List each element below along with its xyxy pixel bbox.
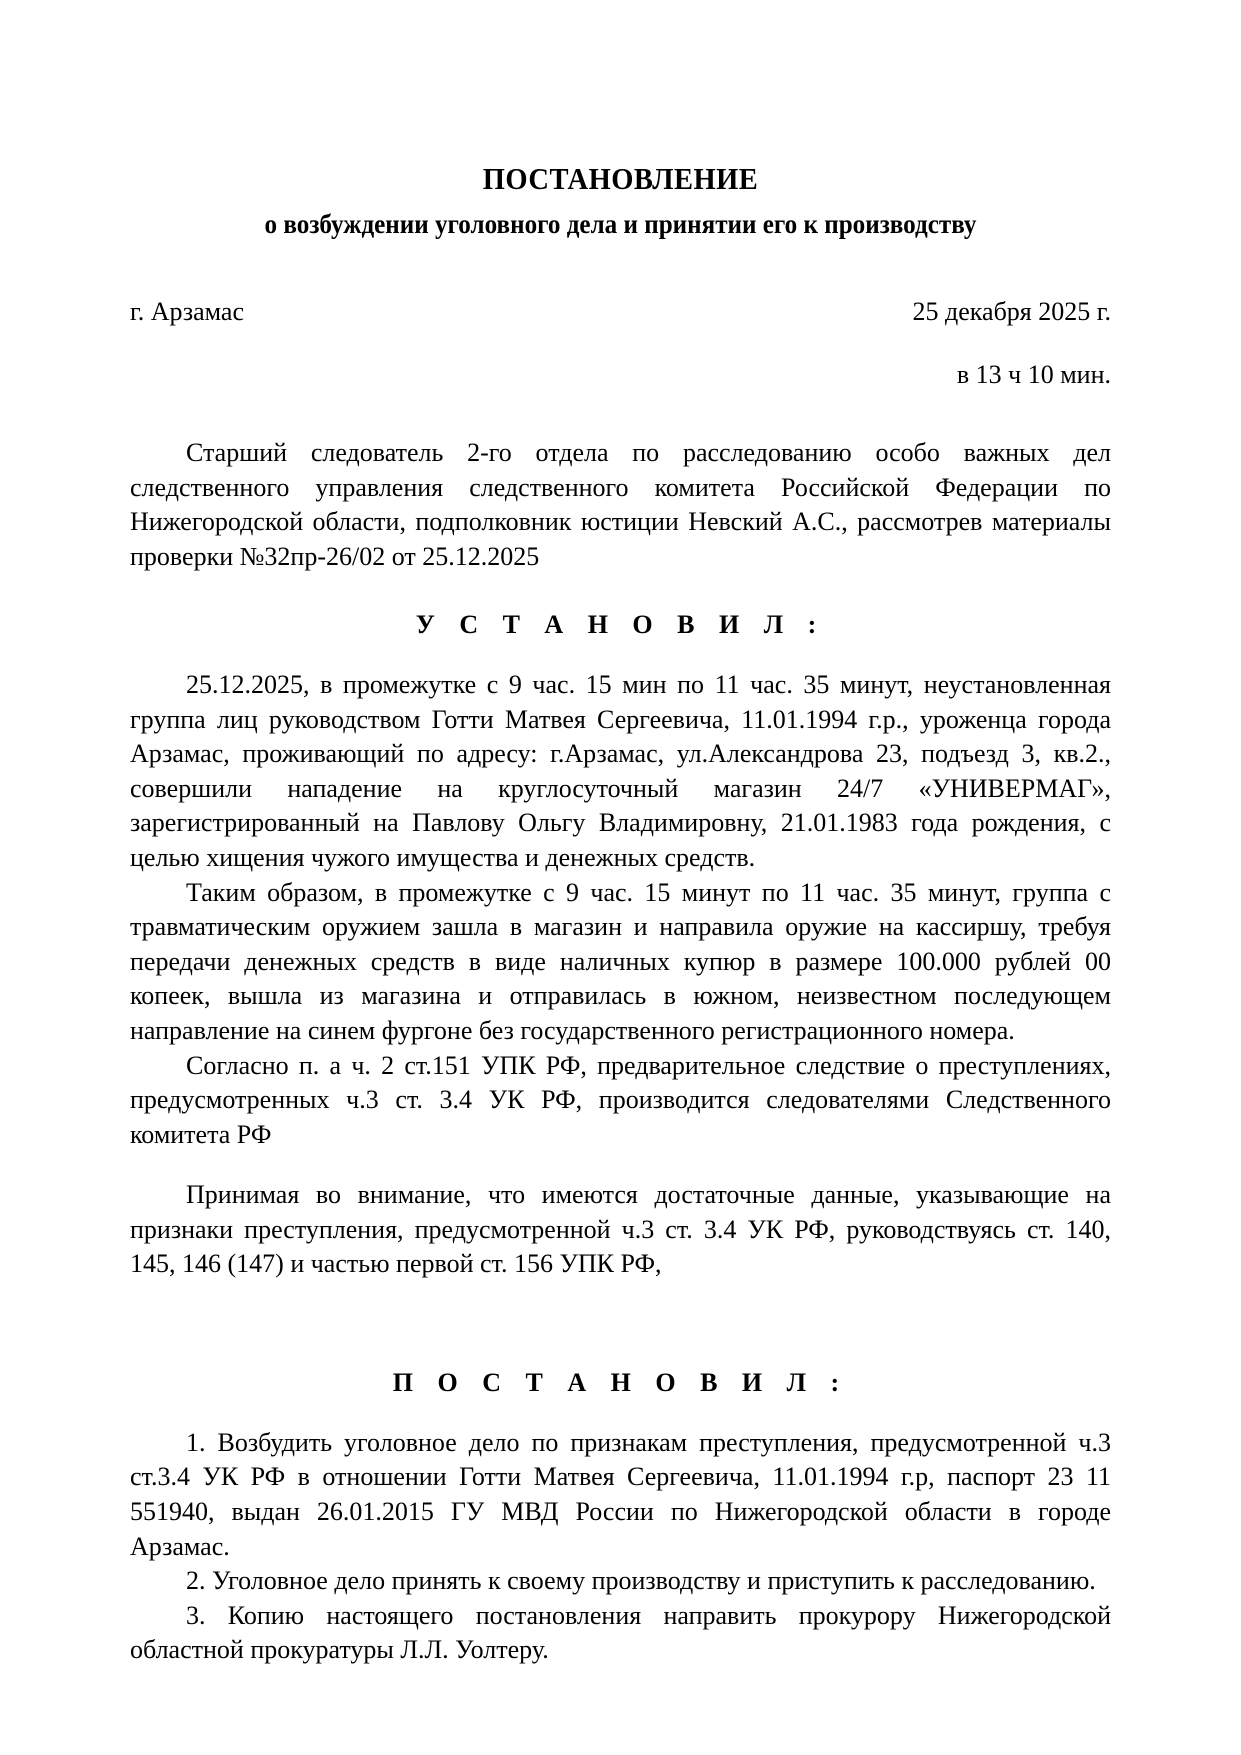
spacer (130, 642, 1111, 668)
decided-item-1: 1. Возбудить уголовное дело по признакам преступления, предусмотренной ч.3 ст.3.4 УК РФ в отношении Готти Матвея Сергеевича, 11.01.1994 г.р, паспорт 23 11 551940, выдан 26.01.2015 ГУ МВД России по Нижегородской области в городе Арзамас. (130, 1427, 1111, 1561)
document-title: ПОСТАНОВЛЕНИЕ (482, 161, 759, 196)
spacer (130, 1152, 1111, 1178)
spacer (130, 1400, 1111, 1426)
decided-item-3: 3. Копию настоящего постановления направить прокурору Нижегородской областной прокуратуры Л.Л. Уолтеру. (130, 1600, 1111, 1665)
date-label: 25 декабря 2025 г. (912, 296, 1111, 326)
established-paragraph-1: 25.12.2025, в промежутке с 9 час. 15 мин по 11 час. 35 минут, неустановленная группа лиц руководством Готти Матвея Сергеевича, 11.01.1994 г.р., уроженца города Арзамас, проживающий по адресу: г.Арзамас, ул.Александрова 23, подъезд 3, кв.2., совершили нападение на круглосуточный магазин 24/7 «УНИВЕРМАГ», зарегистрированный на Павлову Ольгу Владимировну, 21.01.1983 года рождения, с целью хищения чужого имущества и денежных средств. (130, 670, 1111, 873)
place-and-date-row (130, 294, 1111, 329)
heading-decided: П О С Т А Н О В И Л : (392, 1367, 849, 1397)
established-paragraph-4: Принимая во внимание, что имеются достаточные данные, указывающие на признаки преступления, предусмотренной ч.3 ст. 3.4 УК РФ, руководствуясь ст. 140, 145, 146 (147) и частью первой ст. 156 УПК РФ, (130, 1180, 1111, 1279)
decided-item-2: 2. Уголовное дело принять к своему производству и приступить к расследованию. (186, 1566, 1096, 1596)
document-subtitle: о возбуждении уголовного дела и принятии его к производству (264, 208, 977, 239)
preamble-block (130, 436, 1111, 574)
established-paragraph-2: Таким образом, в промежутке с 9 час. 15 минут по 11 час. 35 минут, группа с травматическим оружием зашла в магазин и направила оружие на кассиршу, требуя передачи денежных средств в виде наличных купюр в размере 100.000 рублей 00 копеек, вышла из магазина и отправилась в южном, неизвестном последующем направление на синем фургоне без государственного регистрационного номера. (130, 877, 1111, 1045)
established-paragraph-3: Согласно п. а ч. 2 ст.151 УПК РФ, предварительное следствие о преступлениях, предусмотренных ч.3 ст. 3.4 УК РФ, производится следователями Следственного комитета РФ (130, 1050, 1111, 1149)
place-label: г. Арзамас (130, 296, 244, 326)
spacer (130, 1282, 1111, 1332)
heading-established: У С Т А Н О В И Л : (415, 610, 826, 640)
time-label: в 13 ч 10 мин. (956, 359, 1111, 389)
preamble-paragraph: Старший следователь 2-го отдела по расследованию особо важных дел следственного управления следственного комитета Российской Федерации по Нижегородской области, подполковник юстиции Невский А.С., рассмотрев материалы проверки №32пр-26/02 от 25.12.2025 (130, 438, 1111, 571)
